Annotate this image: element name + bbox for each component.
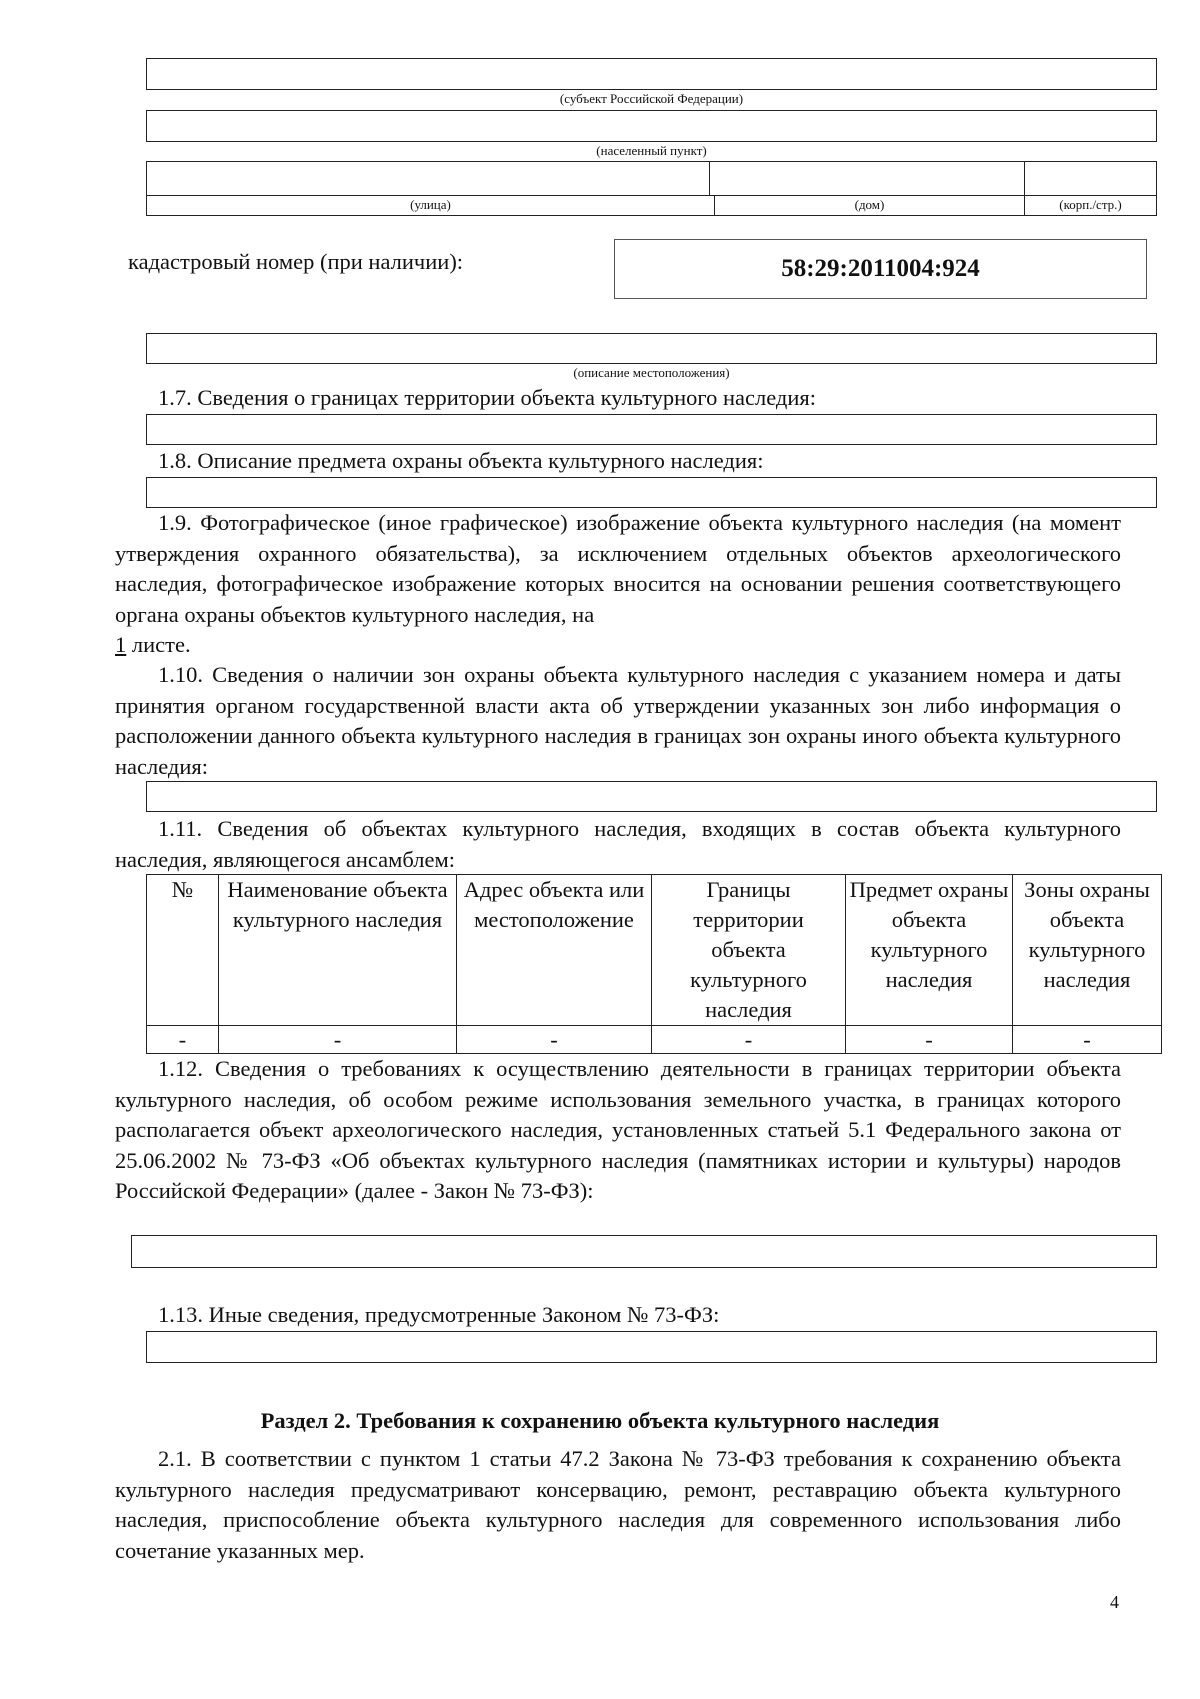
ensemble-table bbox=[146, 874, 1162, 1054]
section-1-8-heading: 1.8. Описание предмета охраны объекта культурного наследия: bbox=[158, 448, 764, 473]
settlement-field[interactable] bbox=[146, 110, 1157, 142]
subject-caption: (субъект Российской Федерации) bbox=[559, 91, 744, 106]
section-1-9-text: 1.9. Фотографическое (иное графическое) изображение объекта культурного наследия (на момент утверждения охранного обязательства), за исключением отдельных объектов археологического наследия, фотографическое изображение которых вносится на основании решения соответствующего органа охраны объектов культурного наследия, на bbox=[115, 510, 1121, 627]
page-number: 4 bbox=[1110, 1592, 1119, 1612]
table-header-cell: Адрес объекта или местоположение bbox=[457, 875, 652, 1026]
table-cell: - bbox=[219, 1026, 457, 1054]
table-header-cell: Наименование объекта культурного наследия bbox=[219, 875, 457, 1026]
table-cell: - bbox=[457, 1026, 652, 1054]
table-row bbox=[147, 1026, 1162, 1054]
section-1-12-paragraph bbox=[115, 1054, 1121, 1207]
table-header-cell: Зоны охраны объекта культурного наследия bbox=[1013, 875, 1162, 1026]
section-1-11-paragraph bbox=[115, 814, 1121, 875]
location-caption: (описание местоположения) bbox=[573, 365, 730, 380]
street-field[interactable] bbox=[146, 161, 710, 196]
section-2-1-paragraph bbox=[115, 1444, 1121, 1566]
table-cell: - bbox=[652, 1026, 846, 1054]
cadastral-label: кадастровый номер (при наличии): bbox=[128, 249, 464, 274]
house-field[interactable] bbox=[709, 161, 1025, 196]
building-field[interactable] bbox=[1024, 161, 1157, 196]
table-cell: - bbox=[846, 1026, 1013, 1054]
section-1-13-field[interactable] bbox=[146, 1331, 1157, 1363]
section-1-7-heading: 1.7. Сведения о границах территории объекта культурного наследия: bbox=[158, 385, 816, 410]
section-1-7-field[interactable] bbox=[146, 414, 1157, 445]
table-cell: - bbox=[147, 1026, 219, 1054]
building-caption: (корп./стр.) bbox=[1059, 197, 1122, 212]
house-caption: (дом) bbox=[854, 197, 885, 212]
section-1-10-field[interactable] bbox=[146, 781, 1157, 812]
table-header-cell: № bbox=[147, 875, 219, 1026]
table-header-cell: Предмет охраны объекта культурного наследия bbox=[846, 875, 1013, 1026]
subject-field[interactable] bbox=[146, 58, 1157, 90]
section-1-10-paragraph bbox=[115, 660, 1121, 782]
table-cell: - bbox=[1013, 1026, 1162, 1054]
cadastral-number-value: 58:29:2011004:924 bbox=[781, 255, 980, 282]
section-1-9-paragraph bbox=[115, 508, 1121, 661]
cadastral-number-field[interactable] bbox=[614, 239, 1147, 299]
section-2-1-text: 2.1. В соответствии с пунктом 1 статьи 47.2 Закона № 73-ФЗ требования к сохранению объекта культурного наследия предусматривают консервацию, ремонт, реставрацию объекта культурного наследия, приспособление объекта культурного наследия для современного использования либо сочетание указанных мер. bbox=[115, 1446, 1121, 1563]
section-1-13-heading: 1.13. Иные сведения, предусмотренные Законом № 73-ФЗ: bbox=[158, 1302, 720, 1327]
table-header-cell: Границы территории объекта культурного наследия bbox=[652, 875, 846, 1026]
section-1-8-field[interactable] bbox=[146, 477, 1157, 508]
section-1-9-sheet-count: 1 bbox=[115, 632, 127, 657]
settlement-caption: (населенный пункт) bbox=[596, 143, 707, 158]
street-caption: (улица) bbox=[410, 197, 451, 212]
table-header-row bbox=[147, 875, 1162, 1026]
section-1-9-suffix: листе. bbox=[126, 632, 191, 657]
section-1-10-text: 1.10. Сведения о наличии зон охраны объекта культурного наследия с указанием номера и даты принятия органом государственной власти акта об утверждении указанных зон либо информация о расположении данного объекта культурного наследия в границах зон охраны иного объекта культурного наследия: bbox=[115, 662, 1121, 779]
section-1-12-text: 1.12. Сведения о требованиях к осуществлению деятельности в границах территории объекта культурного наследия, об особом режиме использования земельного участка, в границах которого располагается объект археологического наследия, установленных статьей 5.1 Федерального закона от 25.06.2002 № 73-ФЗ «Об объектах культурного наследия (памятниках истории и культуры) народов Российской Федерации» (далее - Закон № 73-ФЗ): bbox=[115, 1056, 1121, 1203]
section-2-title: Раздел 2. Требования к сохранению объекта культурного наследия bbox=[260, 1408, 940, 1433]
section-1-12-field[interactable] bbox=[131, 1235, 1157, 1268]
section-1-11-text: 1.11. Сведения об объектах культурного наследия, входящих в состав объекта культурного наследия, являющегося ансамблем: bbox=[115, 816, 1121, 872]
location-field[interactable] bbox=[146, 333, 1157, 364]
